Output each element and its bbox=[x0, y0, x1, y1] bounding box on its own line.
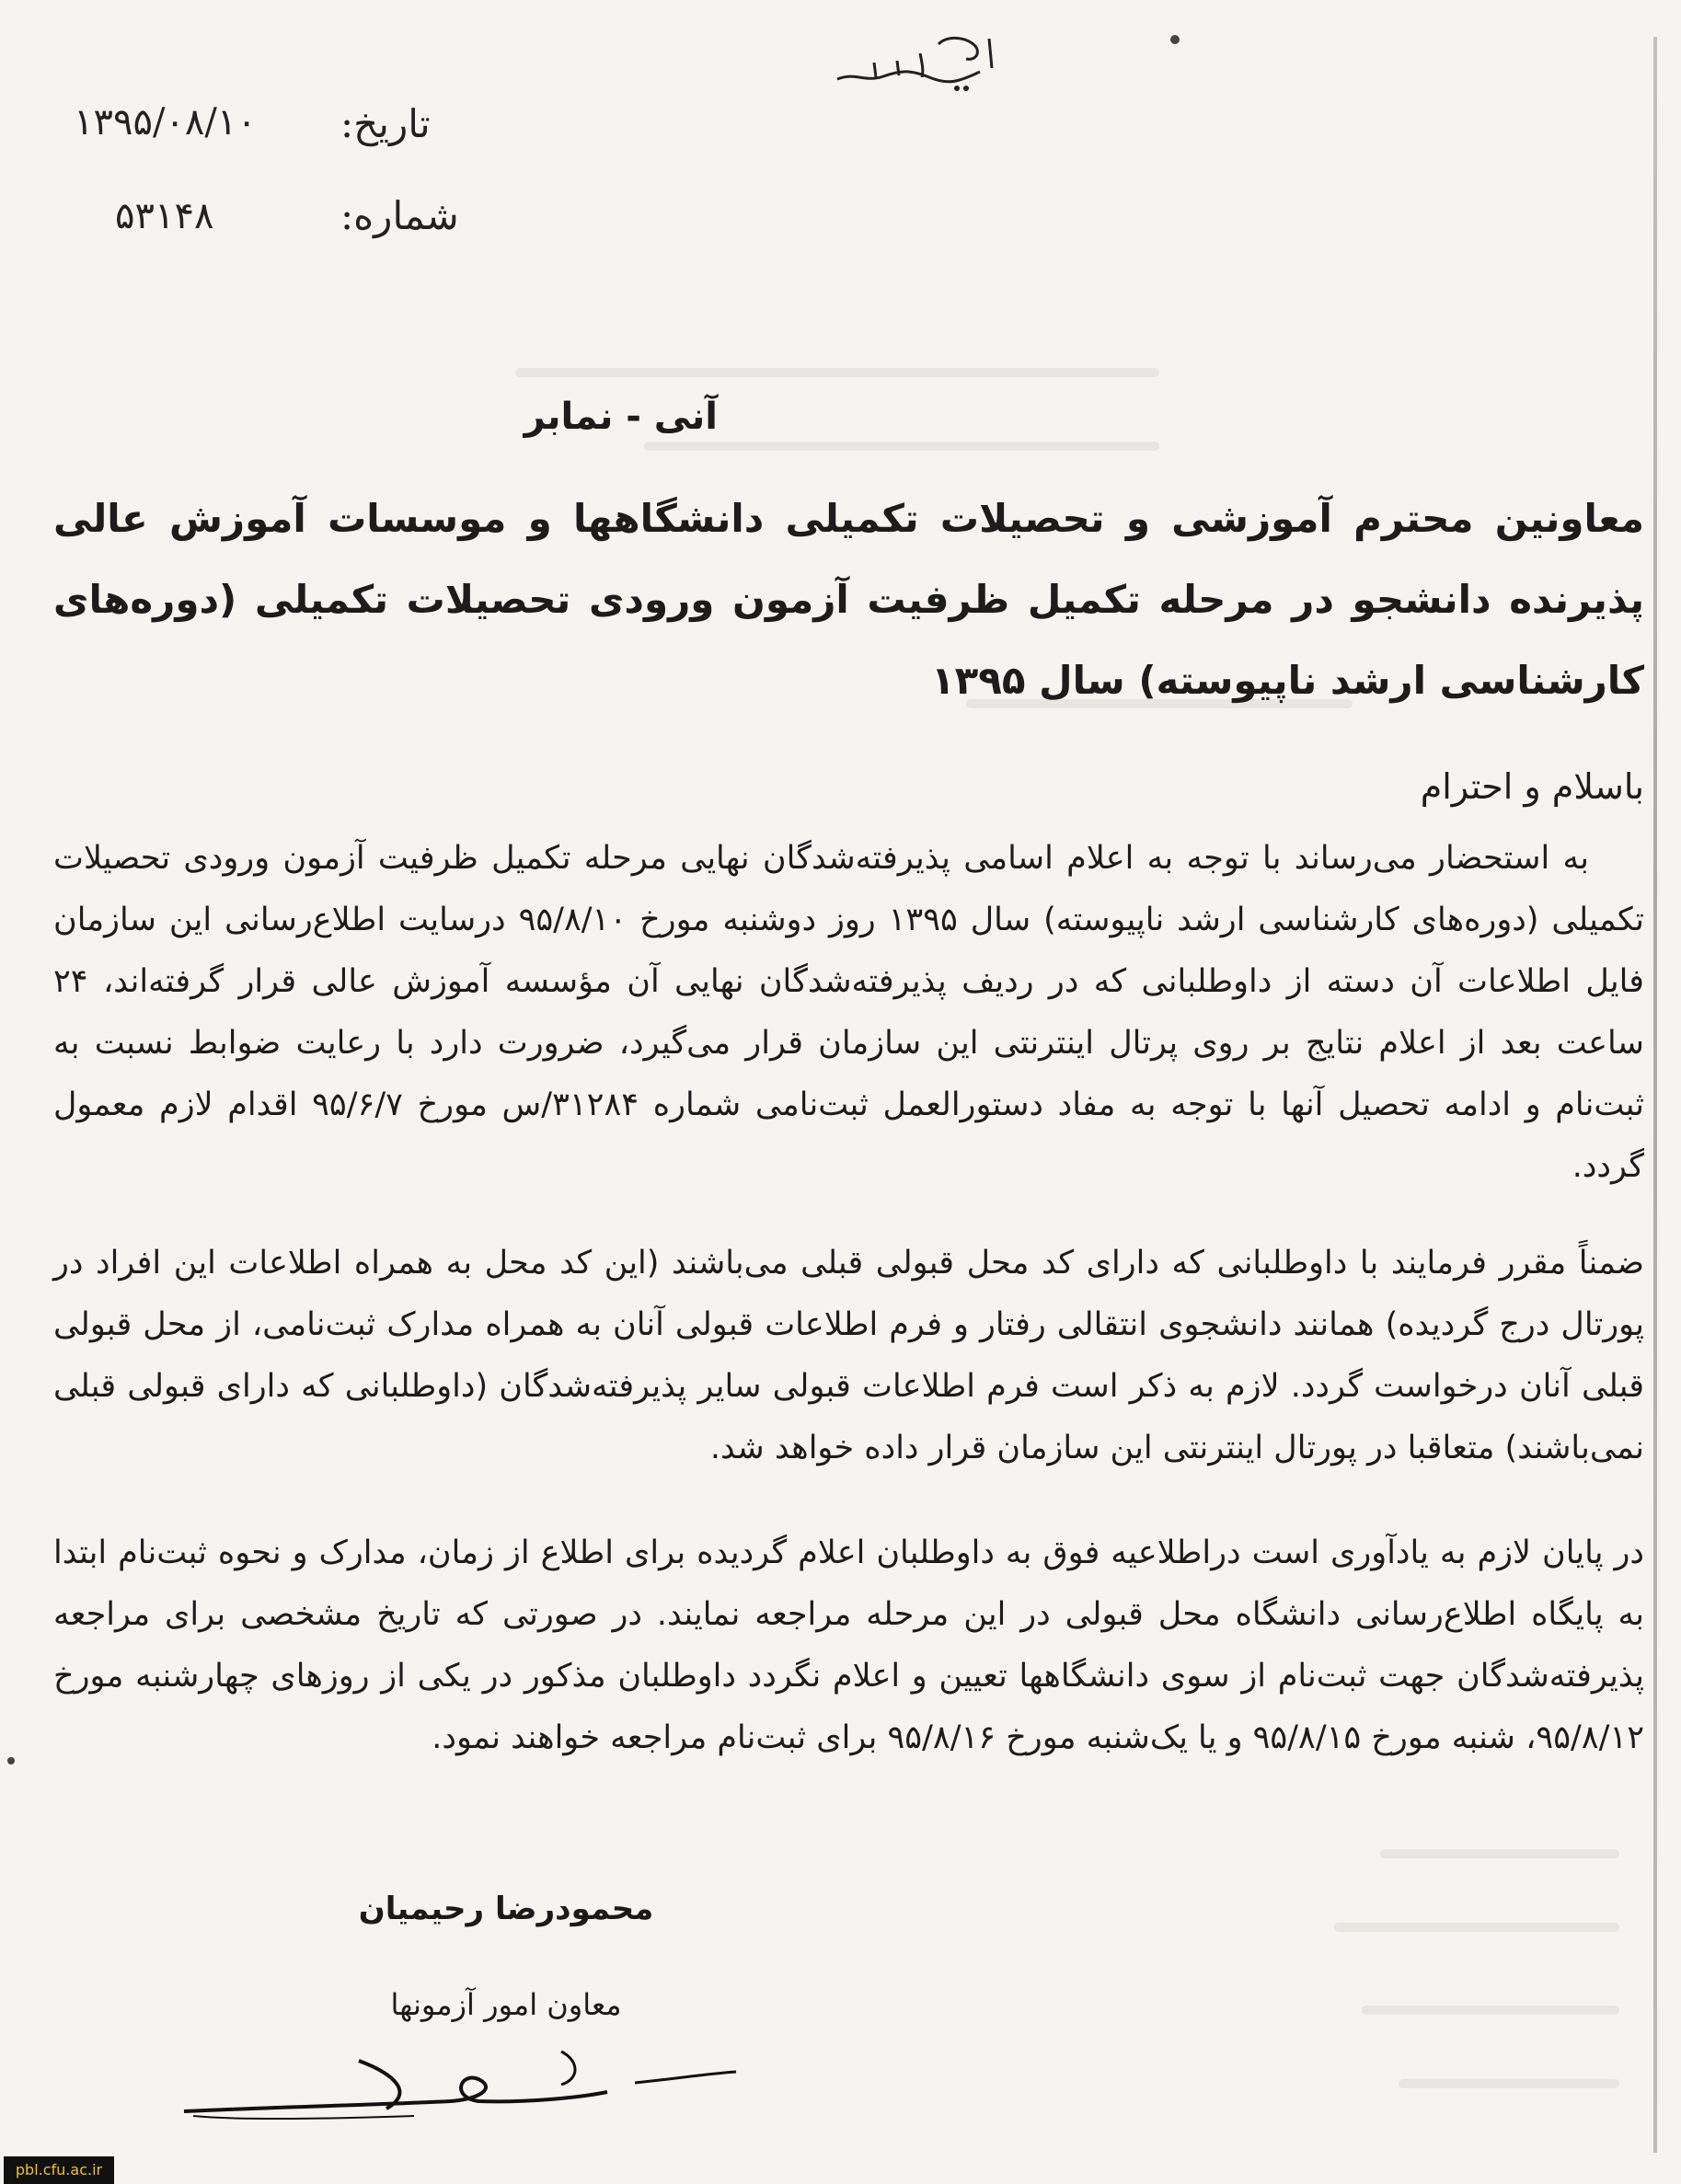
signatory-name: محمودرضا رحیمیان bbox=[358, 1891, 654, 1927]
scan-dot-mark bbox=[7, 1757, 15, 1764]
scan-ghost-line bbox=[515, 368, 1159, 377]
scan-ghost-line bbox=[1362, 2006, 1619, 2015]
number-label: شماره: bbox=[340, 193, 459, 238]
urgency-line: آنی - نمابر bbox=[524, 396, 718, 438]
site-watermark: pbl.cfu.ac.ir bbox=[4, 2156, 114, 2184]
scan-edge-line bbox=[1653, 37, 1657, 2153]
paragraph-3: در پایان لازم به یادآوری است دراطلاعیه فوق به داوطلبان اعلام گردیده برای اطلاع از زمان، مدارک و نحوه ثبت‌نام ابتدا به پایگاه اطلاع‌رسانی دانشگاه محل قبولی در این مرحله مراجعه نمایند. در صورتی که تاریخ مشخصی برای مراجعه پذیرفته‌شدگان جهت ثبت‌نام از سوی دانشگاهها تعیین و اعلام نگردد داوطلبان مذکور در یکی از روزهای چهارشنبه مورخ ۹۵/۸/۱۲، شنبه مورخ ۹۵/۸/۱۵ و یا یک‌شنبه مورخ ۹۵/۸/۱۶ برای ثبت‌نام مراجعه خواهند نمود. bbox=[53, 1535, 1644, 1756]
scan-ghost-line bbox=[1399, 2079, 1619, 2088]
paragraph-2: ضمناً مقرر فرمایند با داوطلبانی که دارای کد محل قبولی قبلی می‌باشند (این کد محل به همراه اطلاعات این افراد در پورتال درج گردیده) همانند دانشجوی انتقالی رفتار و فرم اطلاعات قبولی آنان به همراه مدارک ثبت‌نامی، از محل قبولی قبلی آنان درخواست گردد. لازم به ذکر است فرم اطلاعات قبولی سایر پذیرفته‌شدگان (داوطلبانی که دارای قبولی قبلی نمی‌باشند) متعاقبا در پورتال اینترنتی این سازمان قرار داده خواهد شد. bbox=[53, 1245, 1644, 1466]
paragraph-1: به استحضار می‌رساند با توجه به اعلام اسامی پذیرفته‌شدگان نهایی مرحله تکمیل ظرفیت آزمون ورودی تحصیلات تکمیلی (دوره‌های کارشناسی ارشد ناپیوسته) سال ۱۳۹۵ روز دوشنبه مورخ ۹۵/۸/۱۰ درسایت اطلاع‌رسانی این سازمان فایل اطلاعات آن دسته از داوطلبانی که در ردیف پذیرفته‌شدگان نهایی آن مؤسسه آموزش عالی قرار گرفته‌اند، ۲۴ ساعت بعد از اعلام نتایج بر روی پرتال اینترنتی این سازمان قرار می‌گیرد، ضرورت دارد با رعایت ضوابط نسبت به ثبت‌نام و ادامه تحصیل آنها با توجه به مفاد دستورالعمل ثبت‌نامی شماره ۳۱۲۸۴/س مورخ ۹۵/۶/۷ اقدام لازم معمول گردد. bbox=[53, 840, 1645, 1185]
date-value: ۱۳۹۵/۰۸/۱۰ bbox=[74, 101, 257, 144]
scan-ghost-line bbox=[1334, 1923, 1619, 1932]
basmala-handwriting bbox=[819, 26, 1021, 99]
greeting: باسلام و احترام bbox=[1420, 766, 1644, 807]
scan-dot-mark bbox=[1170, 35, 1180, 44]
letter-subject: معاونین محترم آموزشی و تحصیلات تکمیلی دانشگاهها و موسسات آموزش عالی پذیرنده دانشجو در مرحله تکمیل ظرفیت آزمون ورودی تحصیلات تکمیلی (دوره‌های کارشناسی ارشد ناپیوسته) سال ۱۳۹۵ bbox=[53, 496, 1644, 703]
signatory-title: معاون امور آزمونها bbox=[390, 1987, 622, 2022]
scan-ghost-line bbox=[644, 442, 1159, 451]
date-label: تاریخ: bbox=[340, 101, 431, 146]
handwritten-signature bbox=[175, 2024, 745, 2134]
number-value: ۵۳۱۴۸ bbox=[115, 195, 214, 237]
scan-ghost-line bbox=[1380, 1849, 1619, 1858]
